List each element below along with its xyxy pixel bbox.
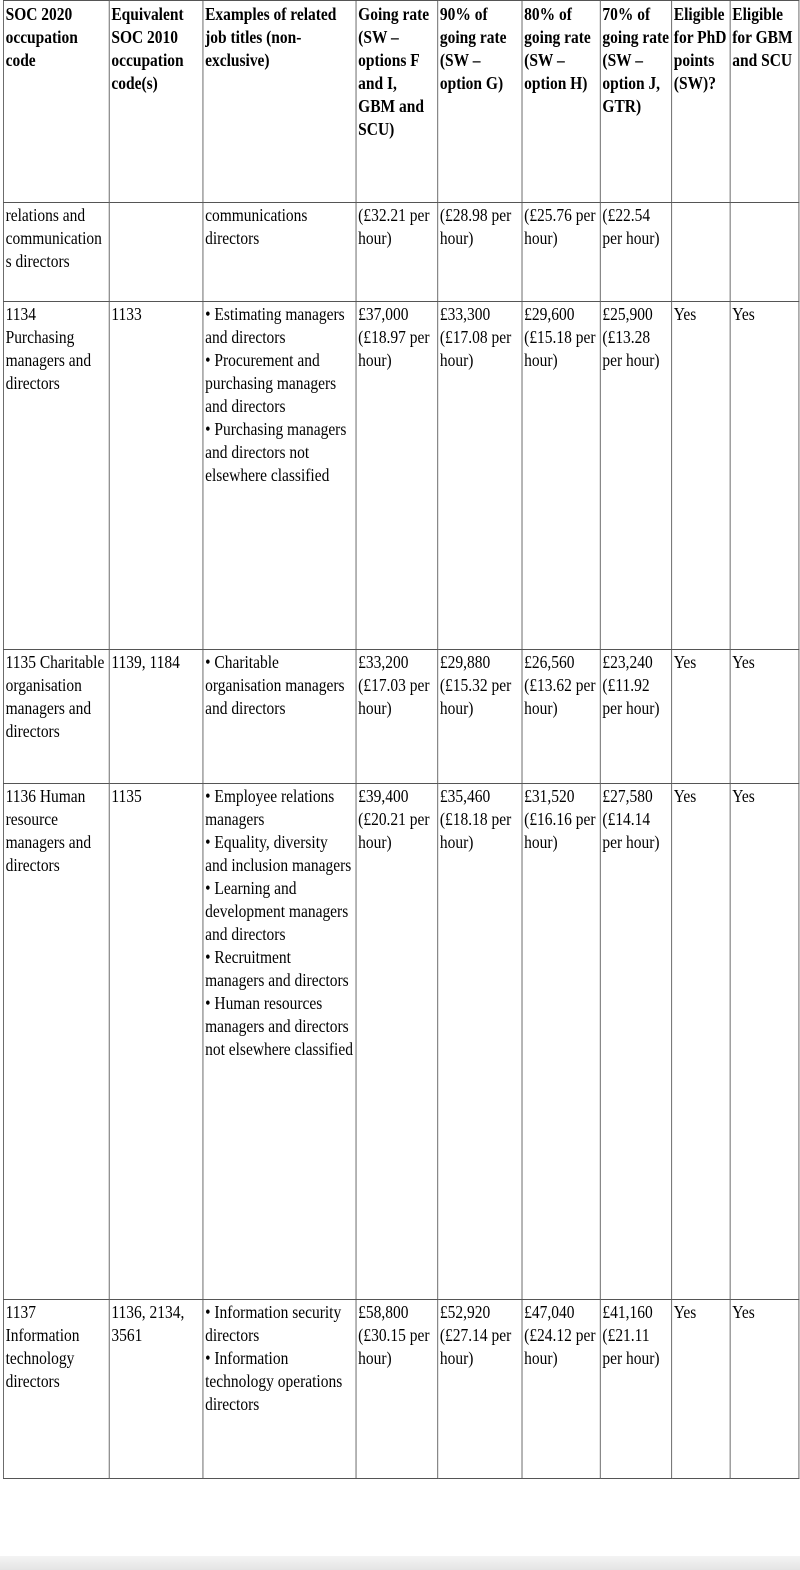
- soc2010-cell: 1139, 1184: [109, 650, 203, 784]
- job-title-item: • Information technology operations directors: [205, 1348, 343, 1414]
- soc2010-cell: 1136, 2134, 3561: [109, 1300, 203, 1479]
- going-rates-table: [3, 0, 799, 1479]
- job-title-item: • Charitable organisation managers and directors: [205, 652, 345, 718]
- header-cell: Eligible for PhD points (SW)?: [672, 1, 730, 203]
- job-titles-cell: [203, 784, 356, 1300]
- soc2010-cell: 1133: [109, 302, 203, 650]
- table-row: [3, 784, 799, 1300]
- rate-80-cell: (£25.76 per hour): [522, 203, 600, 302]
- going-rate-cell: £39,400 (£20.21 per hour): [356, 784, 438, 1300]
- soc2010-cell: 1135: [109, 784, 203, 1300]
- table-row: [3, 1300, 799, 1479]
- header-cell: SOC 2020 occupation code: [3, 1, 109, 203]
- rate-70-cell: £23,240 (£11.92 per hour): [600, 650, 671, 784]
- rate-80-cell: £26,560 (£13.62 per hour): [522, 650, 600, 784]
- job-title-item: • Recruitment managers and directors: [205, 947, 349, 990]
- gbm-eligible-cell: Yes: [730, 650, 799, 784]
- rate-80-cell: £31,520 (£16.16 per hour): [522, 784, 600, 1300]
- job-title-item: communications directors: [205, 205, 308, 248]
- table-header-row: [3, 1, 799, 203]
- job-title-item: • Employee relations managers: [205, 786, 335, 829]
- rate-70-cell: £27,580 (£14.14 per hour): [600, 784, 671, 1300]
- job-title-item: • Equality, diversity and inclusion managers: [205, 832, 352, 875]
- page-bottom-edge: [0, 1556, 800, 1570]
- occupation-cell: 1136 Human resource managers and directors: [3, 784, 109, 1300]
- header-cell: 70% of going rate (SW – option J, GTR): [600, 1, 671, 203]
- header-cell: 80% of going rate (SW – option H): [522, 1, 600, 203]
- job-title-item: • Learning and development managers and directors: [205, 878, 349, 944]
- gbm-eligible-cell: Yes: [730, 784, 799, 1300]
- occupation-cell: relations and communications directors: [3, 203, 109, 302]
- going-rate-cell: £37,000 (£18.97 per hour): [356, 302, 438, 650]
- rate-70-cell: (£22.54 per hour): [600, 203, 671, 302]
- job-titles-cell: [203, 650, 356, 784]
- going-rate-cell: £58,800 (£30.15 per hour): [356, 1300, 438, 1479]
- job-title-item: • Human resources managers and directors not elsewhere classified: [205, 993, 353, 1059]
- rate-90-cell: £33,300 (£17.08 per hour): [438, 302, 522, 650]
- going-rate-cell: £33,200 (£17.03 per hour): [356, 650, 438, 784]
- phd-eligible-cell: Yes: [672, 302, 730, 650]
- job-title-item: • Information security directors: [205, 1302, 342, 1345]
- job-title-item: • Purchasing managers and directors not elsewhere classified: [205, 419, 347, 485]
- header-cell: Examples of related job titles (non-exclusive): [203, 1, 356, 203]
- going-rate-cell: (£32.21 per hour): [356, 203, 438, 302]
- phd-eligible-cell: Yes: [672, 784, 730, 1300]
- rate-70-cell: £41,160 (£21.11 per hour): [600, 1300, 671, 1479]
- table-row: [3, 302, 799, 650]
- rate-70-cell: £25,900 (£13.28 per hour): [600, 302, 671, 650]
- gbm-eligible-cell: Yes: [730, 302, 799, 650]
- table-row: [3, 650, 799, 784]
- header-cell: Equivalent SOC 2010 occupation code(s): [109, 1, 203, 203]
- job-title-item: • Estimating managers and directors: [205, 304, 345, 347]
- rate-90-cell: £52,920 (£27.14 per hour): [438, 1300, 522, 1479]
- occupation-cell: 1137 Information technology directors: [3, 1300, 109, 1479]
- rate-90-cell: £35,460 (£18.18 per hour): [438, 784, 522, 1300]
- header-cell: 90% of going rate (SW – option G): [438, 1, 522, 203]
- rate-80-cell: £29,600 (£15.18 per hour): [522, 302, 600, 650]
- rate-80-cell: £47,040 (£24.12 per hour): [522, 1300, 600, 1479]
- job-titles-cell: [203, 1300, 356, 1479]
- table-row: [3, 203, 799, 302]
- header-cell: Eligible for GBM and SCU: [730, 1, 799, 203]
- phd-eligible-cell: Yes: [672, 1300, 730, 1479]
- gbm-eligible-cell: [730, 203, 799, 302]
- job-titles-cell: [203, 203, 356, 302]
- gbm-eligible-cell: Yes: [730, 1300, 799, 1479]
- occupation-cell: 1134 Purchasing managers and directors: [3, 302, 109, 650]
- occupation-cell: 1135 Charitable organisation managers and directors: [3, 650, 109, 784]
- rate-90-cell: (£28.98 per hour): [438, 203, 522, 302]
- soc2010-cell: [109, 203, 203, 302]
- job-titles-cell: [203, 302, 356, 650]
- phd-eligible-cell: [672, 203, 730, 302]
- header-cell: Going rate (SW – options F and I, GBM and SCU): [356, 1, 438, 203]
- phd-eligible-cell: Yes: [672, 650, 730, 784]
- job-title-item: • Procurement and purchasing managers and directors: [205, 350, 337, 416]
- rate-90-cell: £29,880 (£15.32 per hour): [438, 650, 522, 784]
